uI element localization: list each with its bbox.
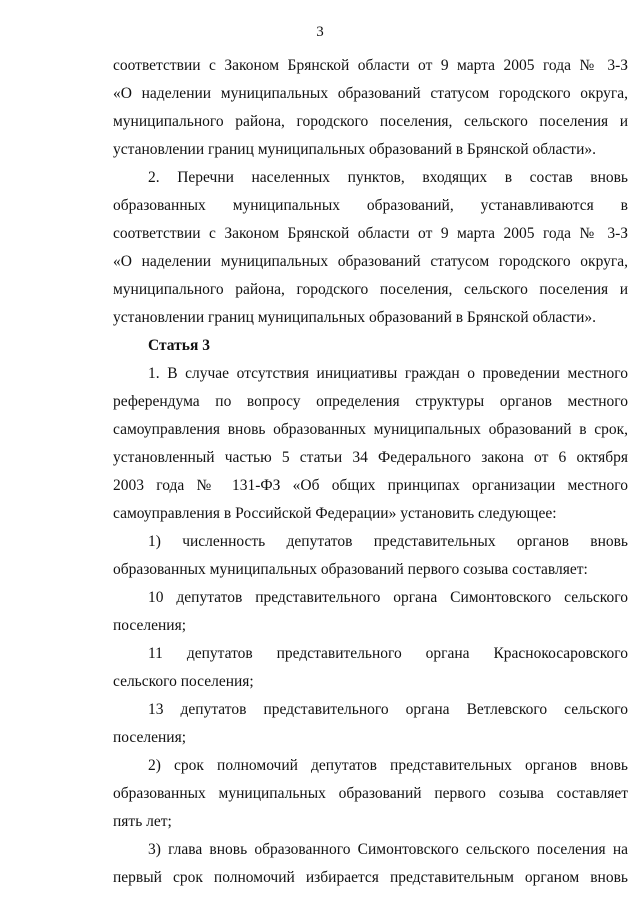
text-line: 1) численность депутатов представительных органов вновь [148, 533, 628, 550]
text-line: «О наделении муниципальных образований статусом городского округа, [113, 85, 628, 102]
text-line: образованных муниципальных образований, устанавливаются в [113, 197, 628, 214]
text-line: муниципального района, городского поселения, сельского поселения и [113, 113, 628, 130]
text-line: 11 депутатов представительного органа Краснокосаровского [148, 645, 628, 662]
text-line: 2003 года № 131-ФЗ «Об общих принципах организации местного [113, 477, 628, 494]
text-line: образованных муниципальных образований первого созыва составляет: [113, 561, 588, 578]
text-line: 2. Перечни населенных пунктов, входящих в состав вновь [148, 169, 628, 186]
text-line: референдума по вопросу определения структуры органов местного [113, 393, 628, 410]
text-line: 3) глава вновь образованного Симонтовского сельского поселения на [148, 841, 628, 858]
text-line: установлении границ муниципальных образований в Брянской области». [113, 141, 596, 158]
text-line: пять лет; [113, 813, 172, 830]
text-line: поселения; [113, 729, 187, 746]
text-line: установлении границ муниципальных образований в Брянской области». [113, 309, 596, 326]
text-line: соответствии с Законом Брянской области от 9 марта 2005 года № 3-З [113, 57, 628, 74]
text-line: установленный частью 5 статьи 34 Федерального закона от 6 октября [113, 449, 628, 466]
text-line: самоуправления в Российской Федерации» установить следующее: [113, 505, 557, 522]
text-line: первый срок полномочий избирается представительным органом вновь [113, 869, 628, 886]
text-line: 13 депутатов представительного органа Ветлевского сельского [148, 701, 628, 718]
text-line: соответствии с Законом Брянской области от 9 марта 2005 года № 3-З [113, 225, 628, 242]
text-line: самоуправления вновь образованных муниципальных образований в срок, [113, 421, 628, 438]
text-line: «О наделении муниципальных образований статусом городского округа, [113, 253, 628, 270]
text-line: поселения; [113, 617, 187, 634]
page-number: 3 [316, 24, 324, 40]
article-heading: Статья 3 [148, 337, 210, 354]
text-line: 1. В случае отсутствия инициативы граждан о проведении местного [148, 365, 628, 382]
text-line: 10 депутатов представительного органа Симонтовского сельского [148, 589, 628, 606]
text-line: муниципального района, городского поселения, сельского поселения и [113, 281, 628, 298]
text-line: сельского поселения; [113, 673, 254, 690]
text-line: образованных муниципальных образований первого созыва составляет [113, 785, 628, 802]
text-line: 2) срок полномочий депутатов представительных органов вновь [148, 757, 628, 774]
